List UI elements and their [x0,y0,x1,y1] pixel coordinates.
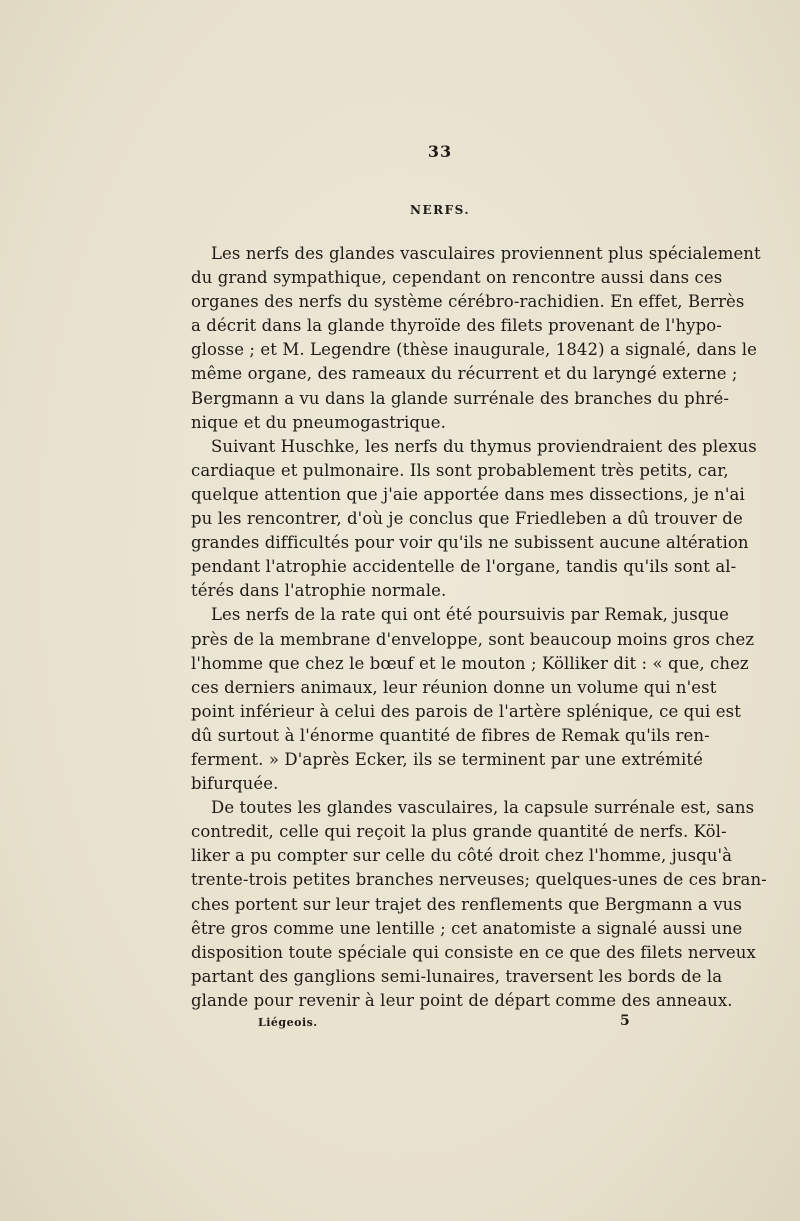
text-line: Les nerfs des glandes vasculaires proviennent plus spécialement [211,244,761,263]
text-line: près de la membrane d'enveloppe, sont beaucoup moins gros chez [191,629,755,649]
text-line: être gros comme une lentille ; cet anatomiste a signalé aussi une [191,918,743,938]
page-number: 33 [427,142,453,161]
body-text [191,242,767,1013]
text-line: bifurquée. [191,774,279,794]
text-line: l'homme que chez le bœuf et le mouton ; Kölliker dit : « que, chez [191,653,749,673]
signature-author: Liégeois. [258,1016,318,1029]
text-line: De toutes les glandes vasculaires, la capsule surrénale est, sans [211,798,755,818]
text-line: pendant l'atrophie accidentelle de l'organe, tandis qu'ils sont al- [191,557,737,577]
section-heading: NERFS. [409,203,471,217]
text-line: nique et du pneumogastrique. [191,412,446,432]
text-line: trente-trois petites branches nerveuses; quelques-unes de ces bran- [191,870,767,890]
text-line: glande pour revenir à leur point de départ comme des anneaux. [191,990,733,1010]
text-line: partant des ganglions semi-lunaires, traversent les bords de la [191,966,723,986]
text-line: contredit, celle qui reçoit la plus grande quantité de nerfs. Köl- [191,822,727,842]
text-line: glosse ; et M. Legendre (thèse inaugurale, 1842) a signalé, dans le [191,340,757,360]
text-line: quelque attention que j'aie apportée dans mes dissections, je n'ai [191,484,745,504]
text-line: du grand sympathique, cependant on rencontre aussi dans ces [191,268,723,288]
text-line: cardiaque et pulmonaire. Ils sont probablement très petits, car, [191,460,729,480]
text-line: Bergmann a vu dans la glande surrénale des branches du phré- [191,388,730,408]
text-line: ches portent sur leur trajet des renflements que Bergmann a vus [191,894,742,914]
text-line: ces derniers animaux, leur réunion donne un volume qui n'est [191,677,717,697]
text-line: Suivant Huschke, les nerfs du thymus proviendraient des plexus [211,436,757,456]
text-line: liker a pu compter sur celle du côté droit chez l'homme, jusqu'à [191,846,733,866]
text-line: disposition toute spéciale qui consiste en ce que des filets nerveux [191,942,756,962]
text-line: Les nerfs de la rate qui ont été poursuivis par Remak, jusque [211,605,730,625]
text-line: organes des nerfs du système cérébro-rachidien. En effet, Berrès [191,292,745,312]
text-line: térés dans l'atrophie normale. [191,581,447,601]
signature-mark: 5 [620,1013,630,1029]
text-line: pu les rencontrer, d'où je conclus que Friedleben a dû trouver de [191,509,743,529]
text-line: grandes difficultés pour voir qu'ils ne subissent aucune altération [191,533,749,553]
text-line: ferment. » D'après Ecker, ils se terminent par une extrémité [191,749,703,769]
text-line: dû surtout à l'énorme quantité de fibres de Remak qu'ils ren- [191,725,710,745]
text-line: point inférieur à celui des parois de l'artère splénique, ce qui est [191,701,741,721]
text-line: même organe, des rameaux du récurrent et du laryngé externe ; [191,364,738,384]
text-line: a décrit dans la glande thyroïde des filets provenant de l'hypo- [191,316,722,336]
